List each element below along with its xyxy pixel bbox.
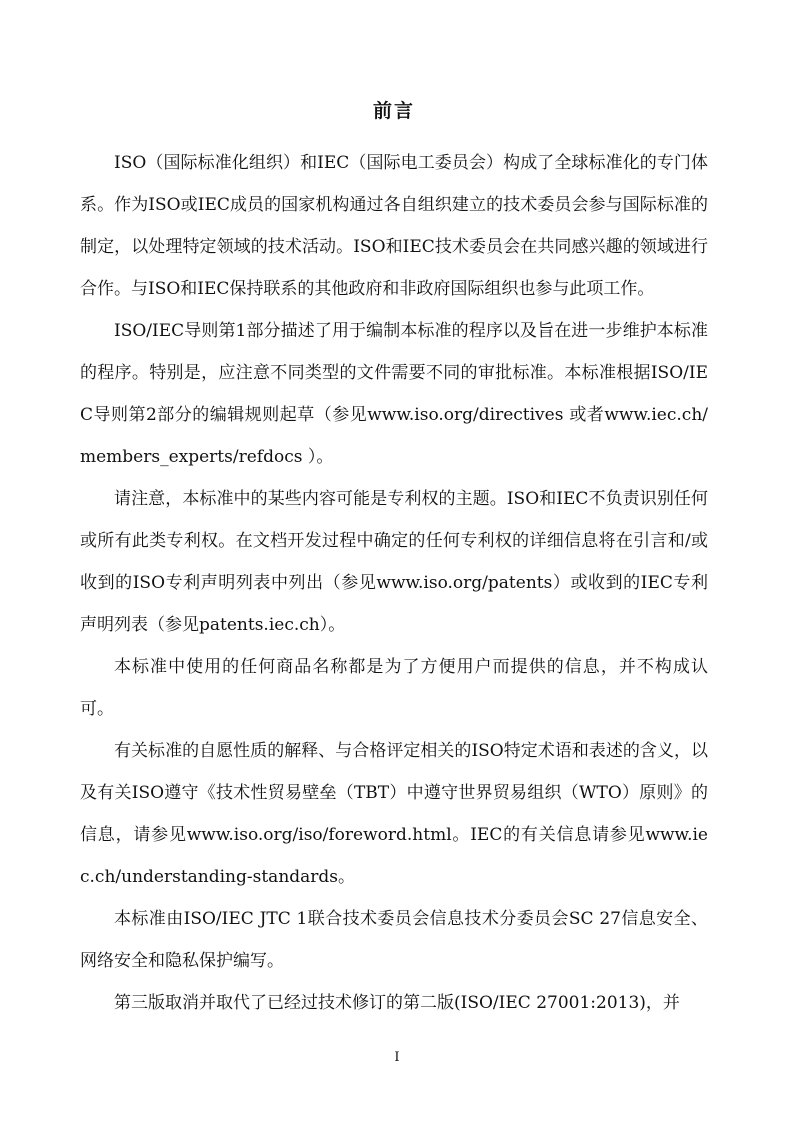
paragraph-patents: 请注意，本标准中的某些内容可能是专利权的主题。ISO和IEC不负责识别任何或所有此类专利权。在文档开发过程中确定的任何专利权的详细信息将在引言和/或收到的ISO专利声明列表中列出（参见www.iso.org/patents）或收到的IEC专利声明列表（参见patents.iec.ch）。 [80, 489, 708, 635]
paragraph-intro: ISO（国际标准化组织）和IEC（国际电工委员会）构成了全球标准化的专门体系。作为ISO或IEC成员的国家机构通过各自组织建立的技术委员会参与国际标准的制定，以处理特定领域的技术活动。ISO和IEC技术委员会在共同感兴趣的领域进行合作。与ISO和IEC保持联系的其他政府和非政府国际组织也参与此项工作。 [80, 153, 708, 299]
paragraph-edition: 第三版取消并取代了已经过技术修订的第二版(ISO/IEC 27001:2013)，并 [114, 993, 680, 1013]
document-page [80, 96, 708, 1024]
page-number: I [394, 1050, 400, 1065]
paragraph-voluntary-nature: 有关标准的自愿性质的解释、与合格评定相关的ISO特定术语和表述的含义，以及有关ISO遵守《技术性贸易壁垒（TBT）中遵守世界贸易组织（WTO）原则》的信息，请参见www.iso.org/iso/foreword.html。IEC的有关信息请参见www.iec.ch/understanding-standards。 [80, 741, 708, 887]
paragraph-committee: 本标准由ISO/IEC JTC 1联合技术委员会信息技术分委员会SC 27信息安全、网络安全和隐私保护编写。 [80, 909, 708, 971]
paragraph-trade-names: 本标准中使用的任何商品名称都是为了方便用户而提供的信息，并不构成认可。 [80, 657, 708, 719]
page-title: 前言 [372, 100, 415, 122]
paragraph-directives: ISO/IEC导则第1部分描述了用于编制本标准的程序以及旨在进一步维护本标准的程序。特别是，应注意不同类型的文件需要不同的审批标准。本标准根据ISO/IEC导则第2部分的编辑规则起草（参见www.iso.org/directives 或者www.iec.ch/members_experts/refdocs ）。 [80, 321, 708, 467]
